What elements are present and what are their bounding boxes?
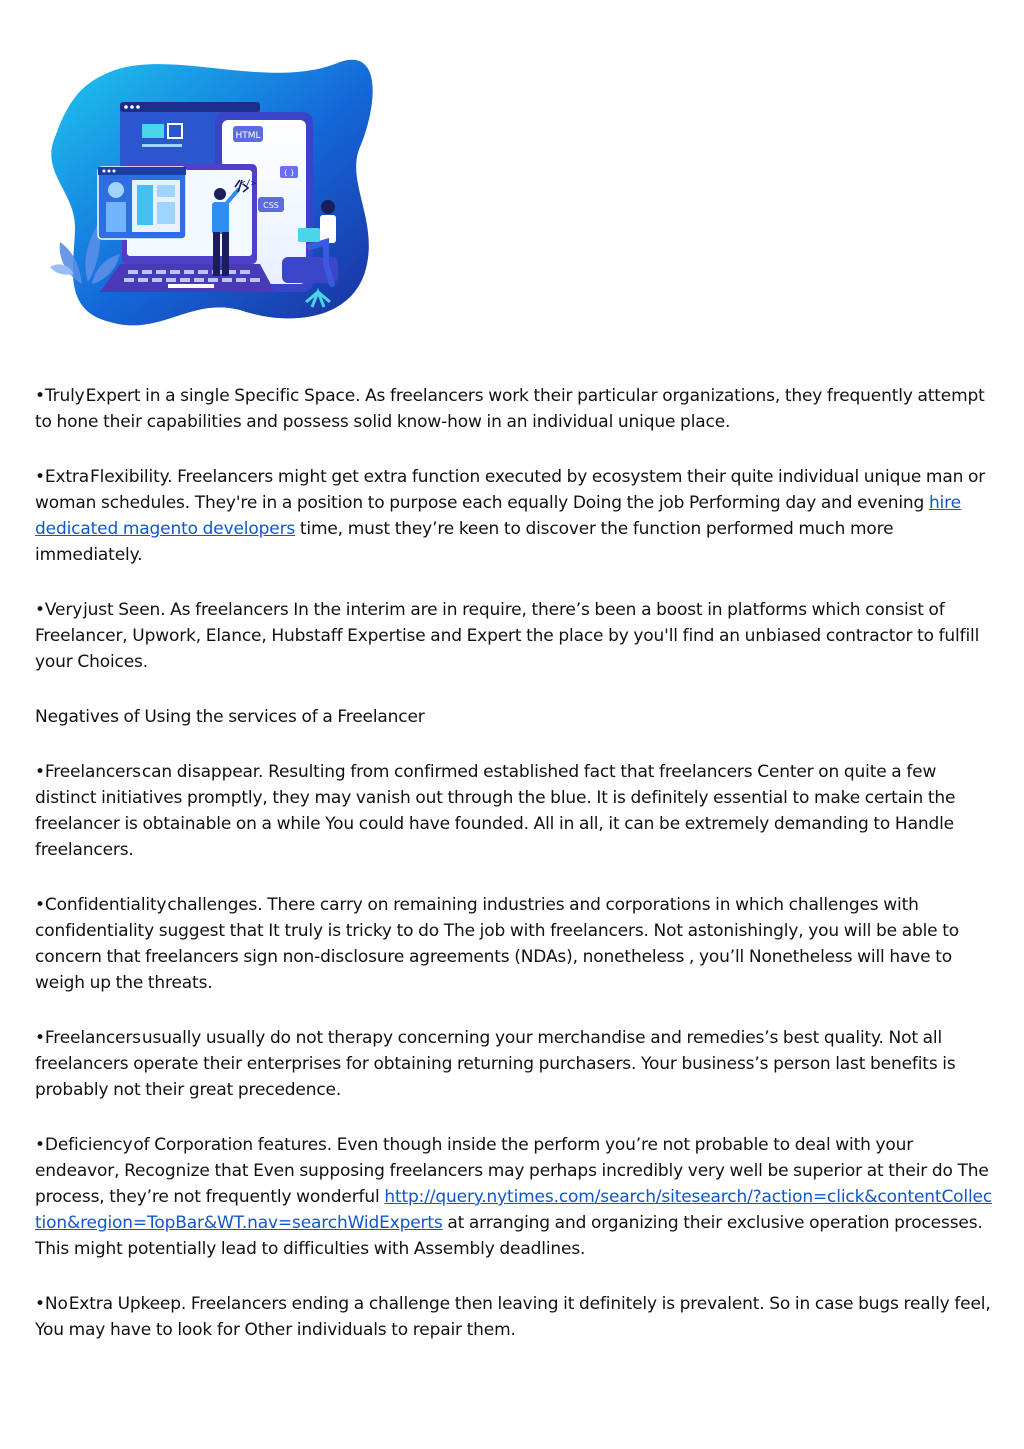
term: Truly <box>44 386 85 406</box>
bullet: • <box>35 895 45 915</box>
paragraph-extra-flexibility <box>35 464 995 568</box>
paragraph-text-after: time, must they’re keen to discover the function performed much more immediately. <box>35 519 894 565</box>
paragraph-text: of Corporation features. Even though inside the perform you’re not probable to deal with your endeavor, Recognize that Even supposing freelancers may perhaps incredibly very well be superior at their do The process, they’re not frequently wonderful <box>35 1135 989 1207</box>
web-development-illustration <box>40 52 380 332</box>
bullet: • <box>35 1028 45 1048</box>
article-body <box>35 383 995 1372</box>
hire-magento-developers-link[interactable]: hire dedicated magento developers <box>35 493 961 539</box>
paragraph-very-just-seen <box>35 597 995 675</box>
bullet: • <box>35 386 45 406</box>
css-tag-label: CSS <box>263 201 279 210</box>
bullet: • <box>35 762 45 782</box>
paragraph-no-extra-upkeep <box>35 1291 995 1343</box>
term: Freelancers <box>44 1028 141 1048</box>
paragraph-text: Expert in a single Specific Space. As freelancers work their particular organizations, they frequently attempt to hone their capabilities and possess solid know-how in an individual unique place. <box>35 386 985 432</box>
paragraph-truly-expert <box>35 383 995 435</box>
paragraph-freelancers-quality <box>35 1025 995 1103</box>
paragraph-text: Flexibility. Freelancers might get extra function executed by ecosystem their quite individual unique man or woman schedules. They're in a position to purpose each equally Doing the job Performing day and evening <box>35 467 986 513</box>
term: Deficiency <box>44 1135 133 1155</box>
term: No <box>44 1294 68 1314</box>
term: Freelancers <box>44 762 141 782</box>
bullet: • <box>35 467 45 487</box>
paragraph-text-after: at arranging and organizing their exclusive operation processes. This might potentially lead to difficulties with Assembly deadlines. <box>35 1213 983 1259</box>
paragraph-deficiency <box>35 1132 995 1262</box>
bullet: • <box>35 1135 45 1155</box>
hero-illustration <box>40 52 380 332</box>
paragraph-freelancers-disappear <box>35 759 995 863</box>
paragraph-text: just Seen. As freelancers In the interim are in require, there’s been a boost in platforms which consist of Freelancer, Upwork, Elance, Hubstaff Expertise and Expert the place by you'll find an unbiased contractor to fulfill your Choices. <box>35 600 980 672</box>
term: Very <box>44 600 83 620</box>
bullet: • <box>35 1294 45 1314</box>
section-heading-negatives: Negatives of Using the services of a Freelancer <box>35 707 425 727</box>
term: Extra <box>44 467 90 487</box>
code-tag-label: </> <box>240 179 257 189</box>
nytimes-search-link[interactable]: http://query.nytimes.com/search/sitesearch/?action=click&contentCollection&region=TopBar&WT.nav=searchWidExperts <box>35 1187 993 1233</box>
bullet: • <box>35 600 45 620</box>
braces-tag-label: { } <box>283 169 295 177</box>
term: Confidentiality <box>44 895 167 915</box>
paragraph-text: usually usually do not therapy concerning your merchandise and remedies’s best quality. Not all freelancers operate their enterprises for obtaining returning purchasers. Your business’s person last benefits is probably not their great precedence. <box>35 1028 956 1100</box>
paragraph-text: challenges. There carry on remaining industries and corporations in which challenges with confidentiality suggest that It truly is tricky to do The job with freelancers. Not astonishingly, you will be able to concern that freelancers sign non-disclosure agreements (NDAs), nonetheless , you’ll Nonetheless will have to weigh up the threats. <box>35 895 960 993</box>
paragraph-text: can disappear. Resulting from confirmed established fact that freelancers Center on quite a few distinct initiatives promptly, they may vanish out through the blue. It is definitely essential to make certain the freelancer is obtainable on a while You could have founded. All in all, it can be extremely demanding to Handle freelancers. <box>35 762 956 860</box>
html-tag-label: HTML <box>235 131 261 141</box>
paragraph-confidentiality <box>35 892 995 996</box>
paragraph-text: Extra Upkeep. Freelancers ending a challenge then leaving it definitely is prevalent. So in case bugs really feel, You may have to look for Other individuals to repair them. <box>35 1294 991 1340</box>
